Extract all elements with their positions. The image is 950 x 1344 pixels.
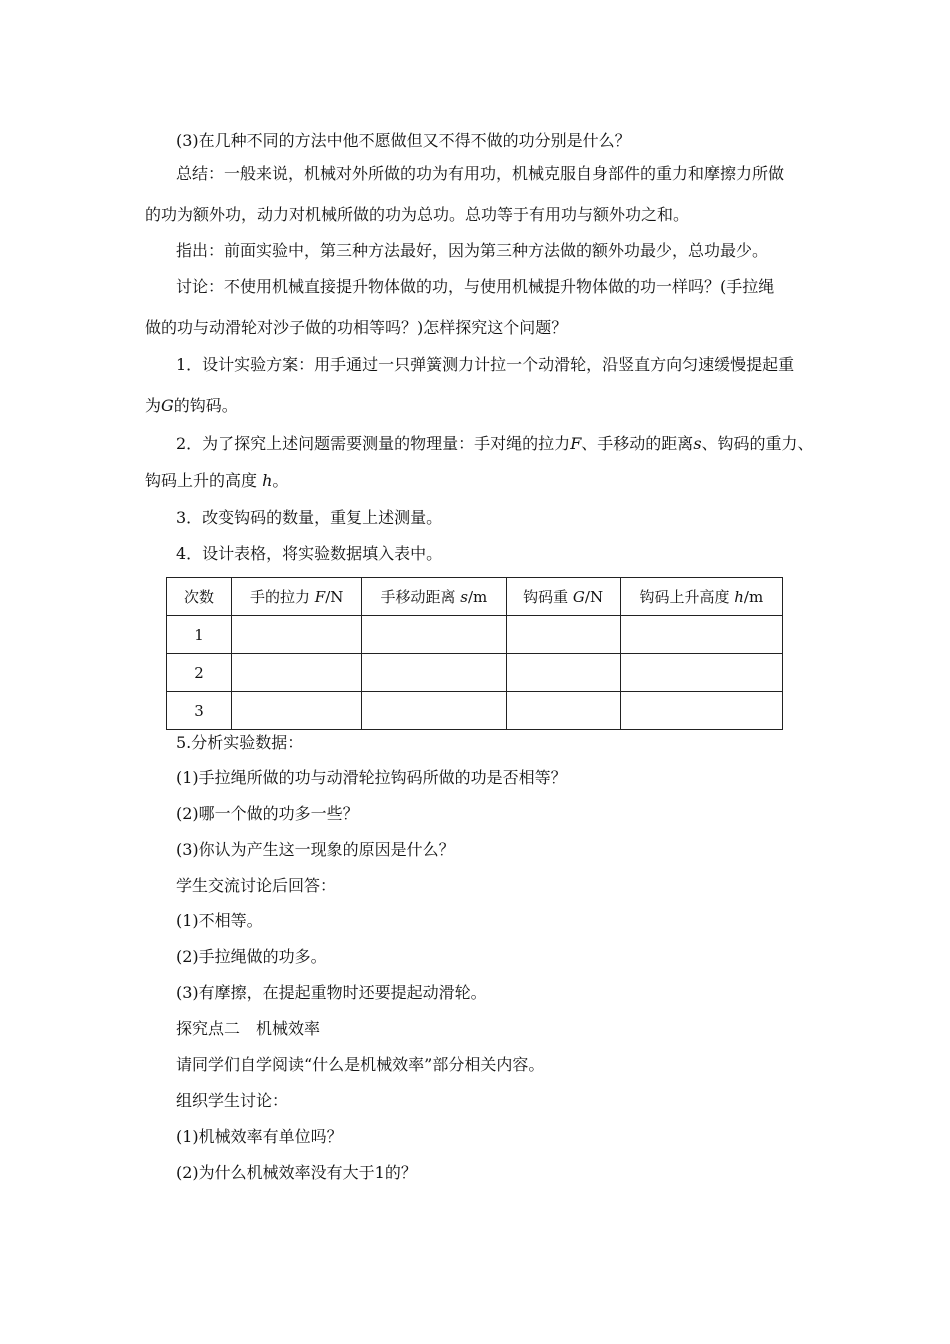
header-pull-force: 手的拉力 F/N	[232, 578, 362, 616]
table-row	[167, 616, 783, 654]
table-cell	[620, 616, 782, 654]
table-cell	[506, 616, 620, 654]
answer-2: (2)手拉绳做的功多。	[176, 947, 327, 966]
table-row	[167, 692, 783, 730]
discussion-paragraph: 讨论：不使用机械直接提升物体做的功，与使用机械提升物体做的功一样吗？(手拉绳	[176, 277, 775, 296]
discussion-question-2: (2)为什么机械效率没有大于1的？	[176, 1163, 417, 1182]
table-cell	[232, 654, 362, 692]
variable-f: F	[570, 434, 582, 453]
step-2-text-cont: 钩码上升的高度 h。	[145, 471, 289, 490]
reading-instruction: 请同学们自学阅读“什么是机械效率”部分相关内容。	[176, 1055, 545, 1074]
table-cell	[506, 692, 620, 730]
student-answer-intro: 学生交流讨论后回答：	[176, 876, 337, 895]
table-cell	[620, 692, 782, 730]
analysis-question-2: (2)哪一个做的功多一些？	[176, 804, 359, 823]
table-cell	[362, 616, 506, 654]
experiment-data-table	[166, 577, 783, 730]
section-heading: 探究点二 机械效率	[176, 1019, 321, 1038]
discussion-question-1: (1)机械效率有单位吗？	[176, 1127, 343, 1146]
step-5-text: 5.分析实验数据：	[176, 733, 304, 752]
question-3-text: (3)在几种不同的方法中他不愿做但又不得不做的功分别是什么？	[176, 131, 631, 150]
point-out-paragraph: 指出：前面实验中，第三种方法最好，因为第三种方法做的额外功最少，总功最少。	[176, 241, 769, 260]
table-cell	[506, 654, 620, 692]
header-hand-distance: 手移动距离 s/m	[362, 578, 506, 616]
table-cell	[232, 616, 362, 654]
variable-s: s	[693, 434, 702, 453]
step-4-text: 4．设计表格，将实验数据填入表中。	[176, 544, 443, 563]
table-header-row	[167, 578, 783, 616]
table-cell	[362, 692, 506, 730]
summary-paragraph: 总结：一般来说，机械对外所做的功为有用功，机械克服自身部件的重力和摩擦力所做	[176, 164, 785, 183]
variable-g: G	[161, 396, 174, 415]
step-1-text-cont: 为G的钩码。	[145, 396, 238, 415]
step-3-text: 3．改变钩码的数量，重复上述测量。	[176, 508, 443, 527]
discussion-intro: 组织学生讨论：	[176, 1091, 289, 1110]
header-weight: 钩码重 G/N	[506, 578, 620, 616]
analysis-question-3: (3)你认为产生这一现象的原因是什么？	[176, 840, 455, 859]
step-2-text: 2．为了探究上述问题需要测量的物理量：手对绳的拉力F、手移动的距离s、钩码的重力、	[176, 434, 814, 453]
row-index: 1	[167, 616, 232, 654]
table-cell	[362, 654, 506, 692]
answer-1: (1)不相等。	[176, 911, 263, 930]
table-cell	[620, 654, 782, 692]
step-1-text: 1．设计实验方案：用手通过一只弹簧测力计拉一个动滑轮，沿竖直方向匀速缓慢提起重	[176, 355, 795, 374]
header-count: 次数	[167, 578, 232, 616]
analysis-question-1: (1)手拉绳所做的功与动滑轮拉钩码所做的功是否相等？	[176, 768, 567, 787]
variable-h: h	[262, 471, 273, 490]
answer-3: (3)有摩擦，在提起重物时还要提起动滑轮。	[176, 983, 487, 1002]
discussion-paragraph-cont: 做的功与动滑轮对沙子做的功相等吗？)怎样探究这个问题？	[145, 318, 568, 337]
row-index: 2	[167, 654, 232, 692]
table-row	[167, 654, 783, 692]
summary-paragraph-cont: 的功为额外功，动力对机械所做的功为总功。总功等于有用功与额外功之和。	[145, 205, 690, 224]
table-cell	[232, 692, 362, 730]
row-index: 3	[167, 692, 232, 730]
header-rise-height: 钩码上升高度 h/m	[620, 578, 782, 616]
